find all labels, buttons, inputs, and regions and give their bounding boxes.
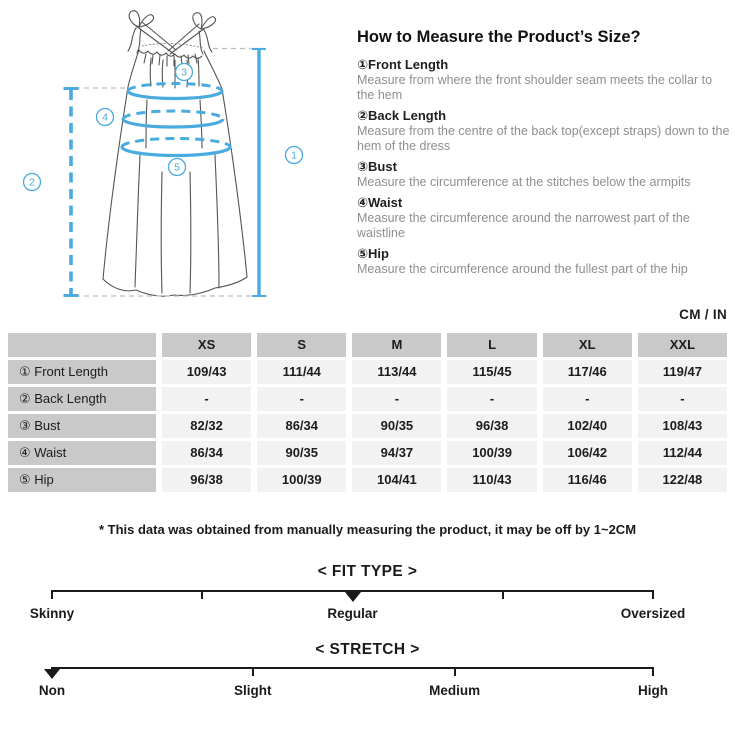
scale-tick: [201, 590, 203, 599]
svg-text:1: 1: [291, 149, 297, 162]
scale-tick: [502, 590, 504, 599]
table-cell: 109/43: [162, 360, 251, 384]
measurement-annotations: [64, 49, 267, 296]
guide-item-label: ①Front Length: [357, 57, 449, 72]
guide-item-desc: Measure the circumference around the fullest part of the hip: [357, 262, 688, 276]
row-header: ⑤ Hip: [8, 468, 156, 492]
guide-item-label: ②Back Length: [357, 108, 447, 123]
table-cell: 117/46: [543, 360, 632, 384]
column-header-m: M: [352, 333, 441, 357]
guide-item-waist: [357, 194, 731, 241]
table-cell: 102/40: [543, 414, 632, 438]
column-header-l: L: [447, 333, 536, 357]
table-cell: 108/43: [638, 414, 727, 438]
badge-2: [24, 174, 41, 191]
table-cell: 110/43: [447, 468, 536, 492]
guide-item-label: ④Waist: [357, 195, 403, 210]
dress-measurement-illustration: [0, 0, 350, 320]
guide-item-desc: Measure the circumference at the stitches below the armpits: [357, 175, 691, 189]
scale-line: [52, 667, 653, 669]
table-cell: 113/44: [352, 360, 441, 384]
scale-label-regular: Regular: [327, 606, 378, 621]
scale-marker-icon: [345, 592, 361, 602]
table-cell: 111/44: [257, 360, 346, 384]
scale-label-skinny: Skinny: [29, 606, 75, 621]
badge-1: [286, 147, 303, 164]
fit-type-title: < FIT TYPE >: [317, 563, 418, 580]
table-corner-cell: [8, 333, 156, 357]
scale-tick: [652, 667, 654, 676]
scale-tick: [252, 667, 254, 676]
size-table: [8, 333, 727, 492]
column-header-xs: XS: [162, 333, 251, 357]
scale-tick: [454, 667, 456, 676]
table-cell: 115/45: [447, 360, 536, 384]
guide-item-back-length: [357, 107, 731, 154]
table-cell: 100/39: [447, 441, 536, 465]
fit-type-scale: [29, 590, 686, 626]
scale-label-oversized: Oversized: [620, 606, 686, 621]
guide-item-front-length: [357, 56, 731, 103]
table-cell: -: [638, 387, 727, 411]
helper-dashed-lines: [66, 49, 267, 297]
disclaimer-note: * This data was obtained from manually measuring the product, it may be off by 1~2CM: [98, 522, 637, 537]
scale-label-slight: Slight: [233, 683, 272, 698]
table-cell: 94/37: [352, 441, 441, 465]
row-header: ① Front Length: [8, 360, 156, 384]
table-cell: 112/44: [638, 441, 727, 465]
guide-item-desc: Measure from where the front shoulder seam meets the collar to the hem: [357, 73, 713, 102]
dress-drawing: [103, 11, 247, 296]
table-cell: 96/38: [447, 414, 536, 438]
table-cell: 119/47: [638, 360, 727, 384]
badge-3: [176, 64, 193, 81]
column-header-xl: XL: [543, 333, 632, 357]
column-header-s: S: [257, 333, 346, 357]
row-header: ③ Bust: [8, 414, 156, 438]
guide-item-hip: [357, 245, 731, 277]
scale-label-high: High: [638, 683, 668, 698]
table-cell: -: [447, 387, 536, 411]
guide-title: How to Measure the Product’s Size?: [357, 28, 641, 46]
table-cell: 122/48: [638, 468, 727, 492]
table-cell: -: [257, 387, 346, 411]
table-cell: -: [543, 387, 632, 411]
guide-item-desc: Measure the circumference around the narrowest part of the waistline: [357, 211, 690, 240]
table-cell: 86/34: [162, 441, 251, 465]
scale-label-non: Non: [38, 683, 66, 698]
svg-text:4: 4: [102, 111, 108, 124]
stretch-title: < STRETCH >: [315, 641, 420, 658]
scale-tick: [652, 590, 654, 599]
scale-tick: [51, 590, 53, 599]
table-cell: 90/35: [352, 414, 441, 438]
scale-marker-icon: [44, 669, 60, 679]
unit-label: CM / IN: [679, 307, 727, 322]
guide-item-bust: [357, 158, 731, 190]
table-cell: 86/34: [257, 414, 346, 438]
guide-item-desc: Measure from the centre of the back top(except straps) down to the hem of the dress: [357, 124, 730, 153]
column-header-xxl: XXL: [638, 333, 727, 357]
guide-item-label: ③Bust: [357, 159, 397, 174]
svg-text:3: 3: [181, 66, 187, 79]
how-to-measure-section: [357, 27, 731, 277]
scale-label-medium: Medium: [429, 683, 481, 698]
svg-text:2: 2: [29, 176, 35, 189]
table-cell: 100/39: [257, 468, 346, 492]
table-cell: 104/41: [352, 468, 441, 492]
table-cell: -: [352, 387, 441, 411]
table-cell: 90/35: [257, 441, 346, 465]
table-cell: -: [162, 387, 251, 411]
guide-item-label: ⑤Hip: [357, 246, 389, 261]
badge-5: [169, 159, 186, 176]
table-cell: 82/32: [162, 414, 251, 438]
svg-text:5: 5: [174, 161, 180, 174]
stretch-scale: [38, 667, 668, 703]
row-header: ④ Waist: [8, 441, 156, 465]
row-header: ② Back Length: [8, 387, 156, 411]
table-cell: 96/38: [162, 468, 251, 492]
table-cell: 106/42: [543, 441, 632, 465]
table-cell: 116/46: [543, 468, 632, 492]
badge-4: [97, 109, 114, 126]
